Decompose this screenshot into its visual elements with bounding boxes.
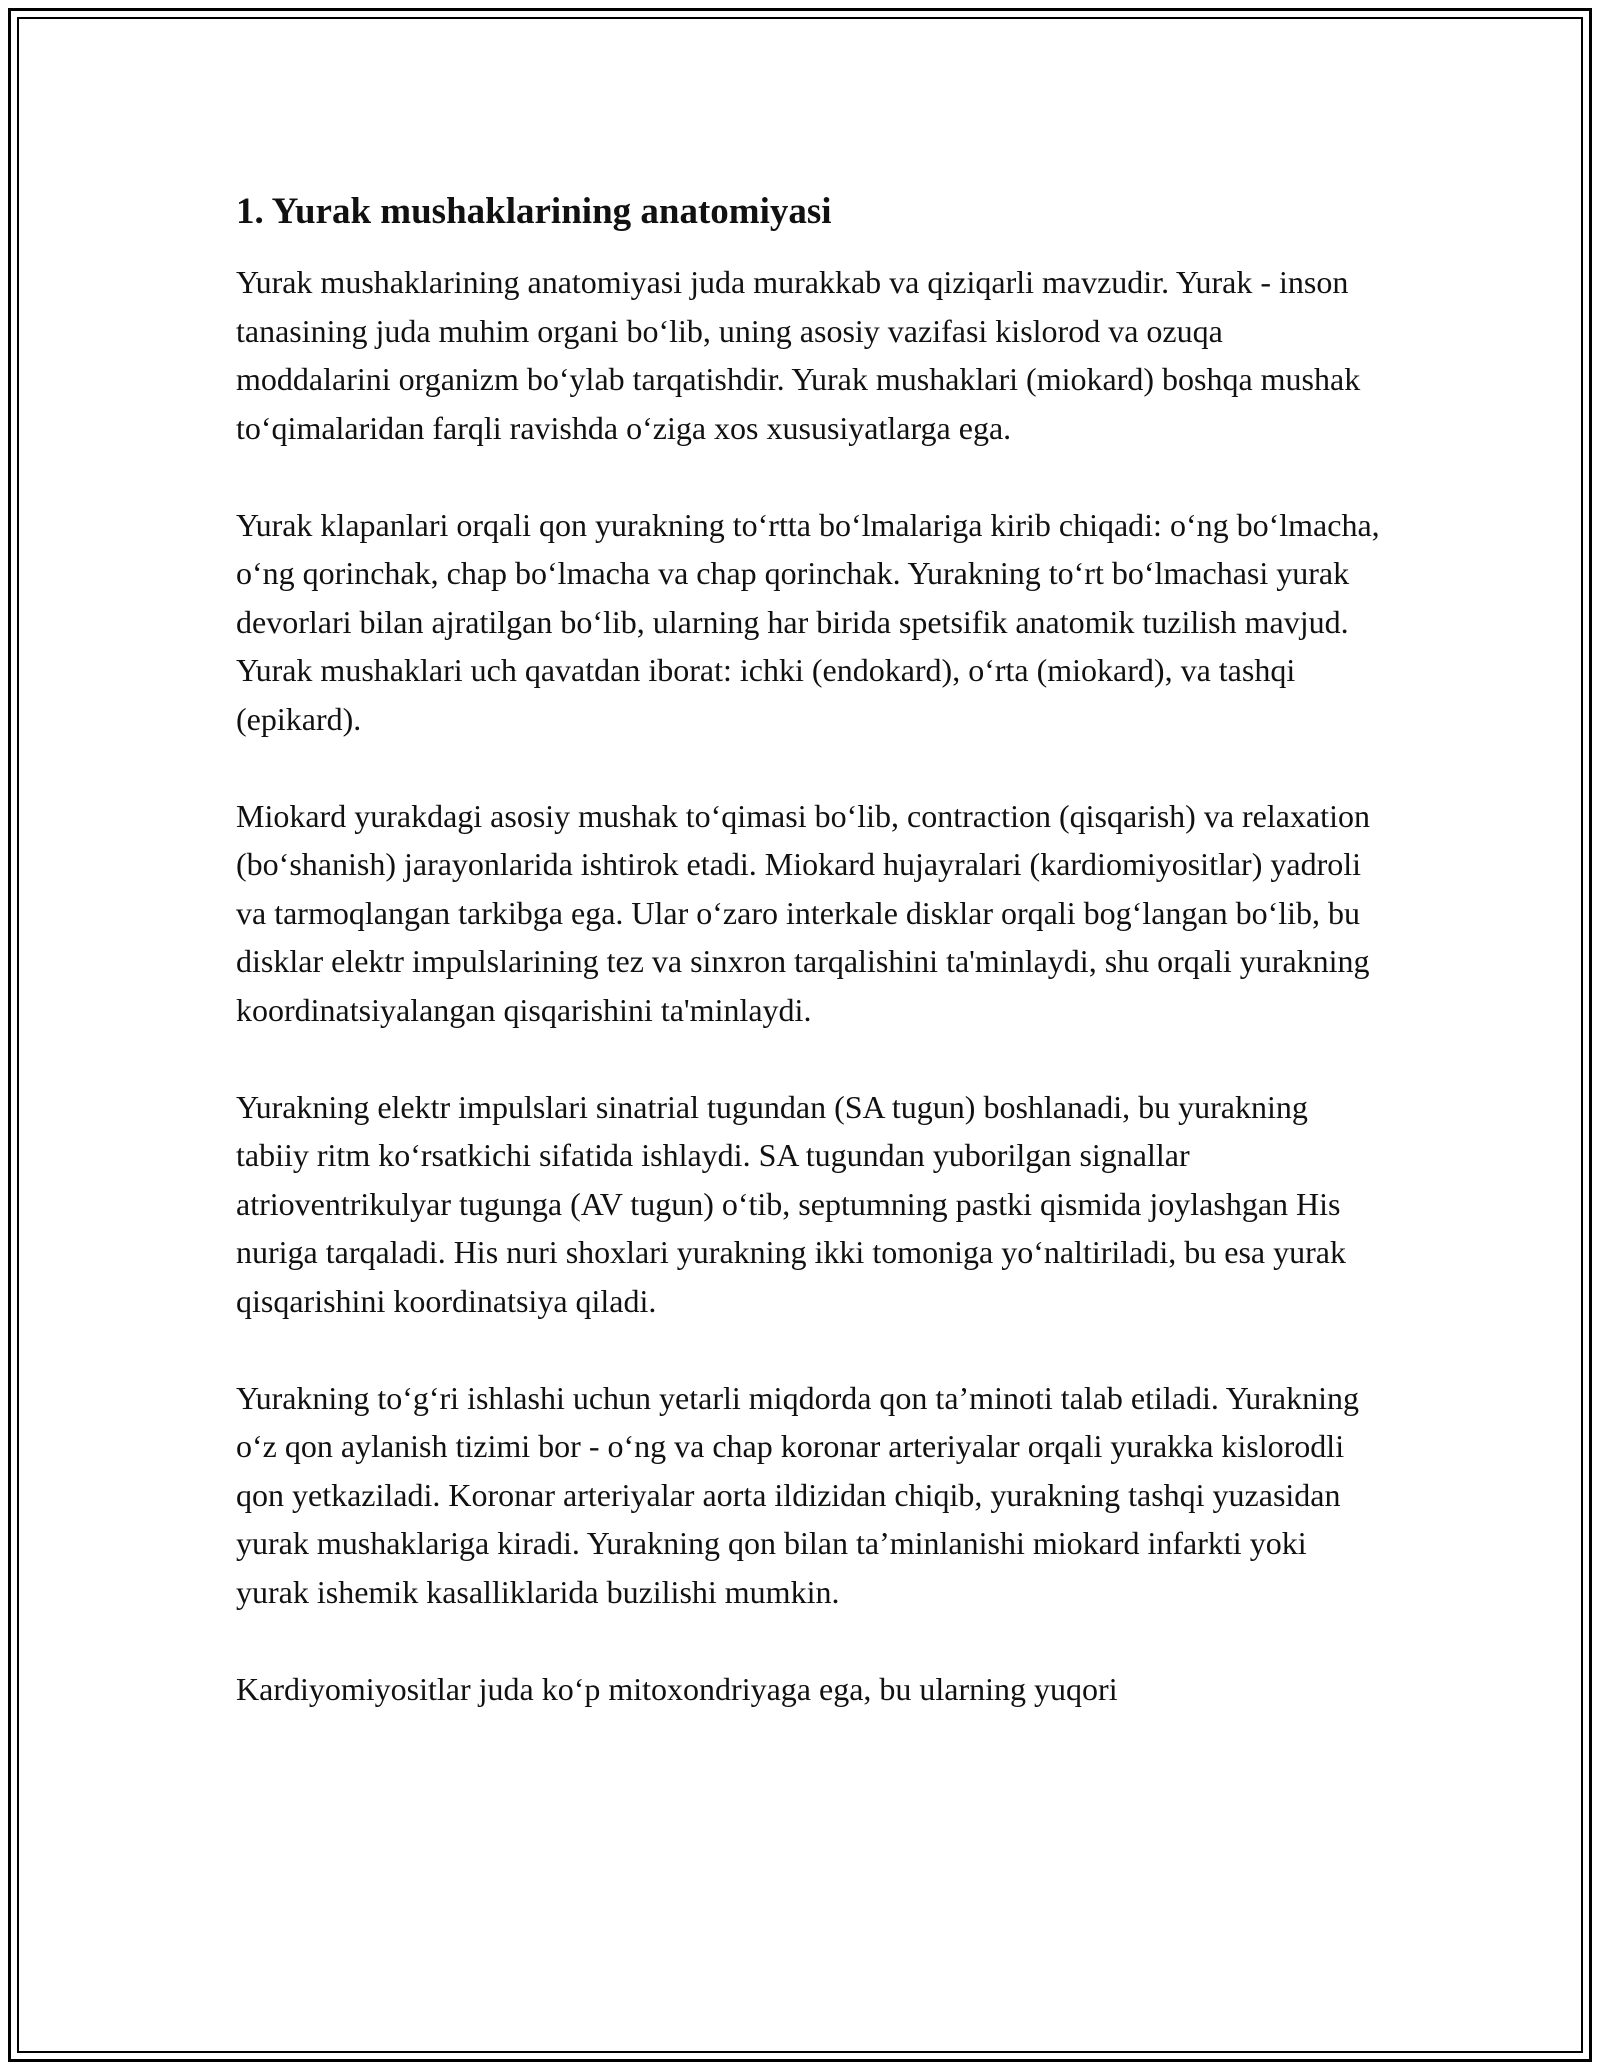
paragraph-1: Yurak mushaklarining anatomiyasi juda murakkab va qiziqarli mavzudir. Yurak - inson tanasining juda muhim organi bo‘lib, uning asosiy vazifasi kislorod va ozuqa moddalarini organizm bo‘ylab tarqatishdir. Yurak mushaklari (miokard) boshqa mushak to‘qimalaridan farqli ravishda o‘ziga xos xususiyatlarga ega. [236,264,1361,446]
paragraph-6: Kardiyomiyositlar juda ko‘p mitoxondriyaga ega, bu ularning yuqori [236,1670,1118,1707]
paragraph-4: Yurakning elektr impulslari sinatrial tugundan (SA tugun) boshlanadi, bu yurakning tabiiy ritm ko‘rsatkichi sifatida ishlaydi. SA tugundan yuborilgan signallar atrioventrikulyar tugunga (AV tugun) o‘tib, septumning pastki qismida joylashgan His nuriga tarqaladi. His nuri shoxlari yurakning ikki tomoniga yo‘naltiriladi, bu esa yurak qisqarishini koordinatsiya qiladi. [236,1088,1346,1319]
section-heading: 1. Yurak mushaklarining anatomiyasi [236,191,832,232]
document-body [236,188,1381,1762]
paragraph-2: Yurak klapanlari orqali qon yurakning to‘rtta bo‘lmalariga kirib chiqadi: o‘ng bo‘lmacha, o‘ng qorinchak, chap bo‘lmacha va chap qorinchak. Yurakning to‘rt bo‘lmachasi yurak devorlari bilan ajratilgan bo‘lib, ularning har birida spetsifik anatomik tuzilish mavjud. Yurak mushaklari uch qavatdan iborat: ichki (endokard), o‘rta (miokard), va tashqi (epikard). [236,506,1380,737]
paragraph-3: Miokard yurakdagi asosiy mushak to‘qimasi bo‘lib, contraction (qisqarish) va relaxation (bo‘shanish) jarayonlarida ishtirok etadi. Miokard hujayralari (kardiomiyositlar) yadroli va tarmoqlangan tarkibga ega. Ular o‘zaro interkale disklar orqali bog‘langan bo‘lib, bu disklar elektr impulslarining tez va sinxron tarqalishini ta'minlaydi, shu orqali yurakning koordinatsiyalangan qisqarishini ta'minlaydi. [236,797,1370,1028]
paragraph-5: Yurakning to‘g‘ri ishlashi uchun yetarli miqdorda qon ta’minoti talab etiladi. Yurakning o‘z qon aylanish tizimi bor - o‘ng va chap koronar arteriyalar orqali yurakka kislorodli qon yetkaziladi. Koronar arteriyalar aorta ildizidan chiqib, yurakning tashqi yuzasidan yurak mushaklariga kiradi. Yurakning qon bilan ta’minlanishi miokard infarkti yoki yurak ishemik kasalliklarida buzilishi mumkin. [236,1379,1360,1610]
